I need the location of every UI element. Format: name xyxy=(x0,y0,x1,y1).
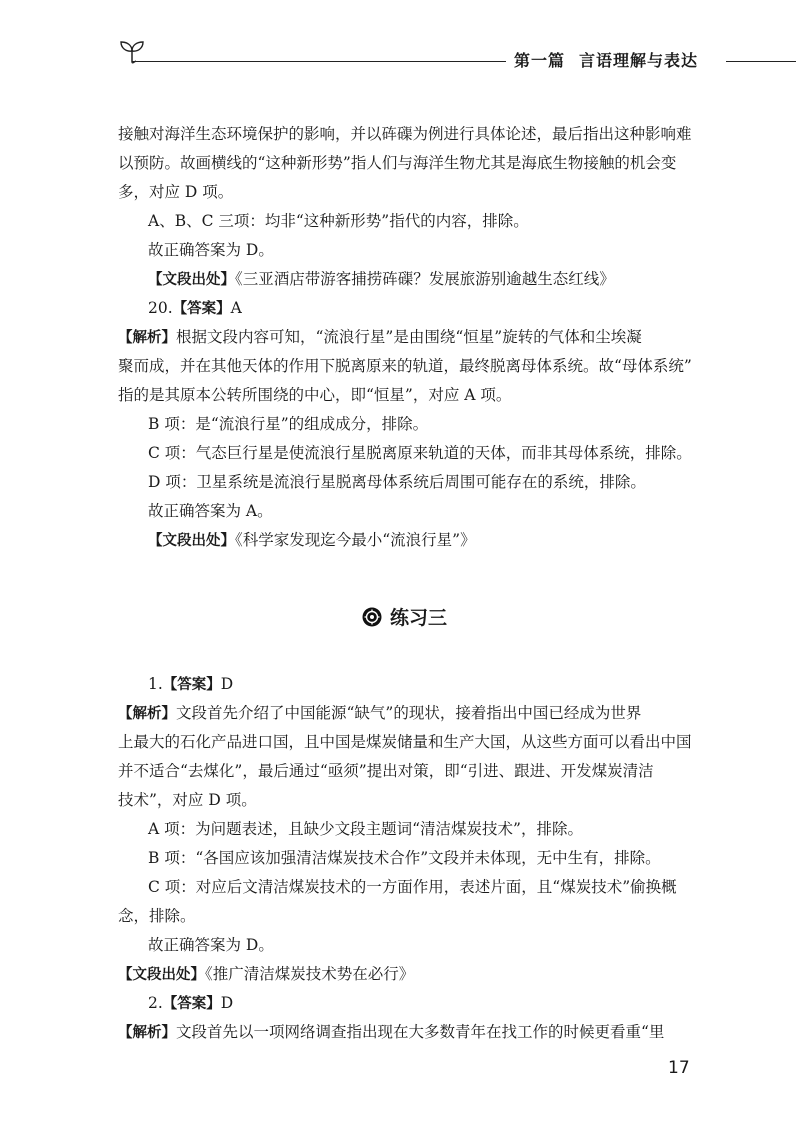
source-title: 《科学家发现迄今最小“流浪行星”》 xyxy=(235,531,476,549)
paragraph-line: 接触对海洋生态环境保护的影响，并以砗磲为例进行具体论述，最后指出这种影响难 xyxy=(118,125,692,143)
q20-analysis-line xyxy=(118,327,718,348)
ex1-analysis-line: 并不适合“去煤化”，最后通过“亟须”提出对策，即“引进、跟进、开发煤炭清洁 xyxy=(118,762,654,780)
ex1-option-b: B 项：“各国应该加强清洁煤炭技术合作”文段并未体现，无中生有，排除。 xyxy=(148,849,661,867)
q20-final-answer: 故正确答案为 A。 xyxy=(148,502,273,520)
flower-emblem-icon xyxy=(362,607,382,627)
paragraph-line: 多，对应 D 项。 xyxy=(118,183,234,201)
ex1-analysis-line: 上最大的石化产品进口国，且中国是煤炭储量和生产大国，从这些方面可以看出中国 xyxy=(118,733,692,751)
header-chapter: 第一篇 xyxy=(514,51,566,70)
source-label: 【文段出处】 xyxy=(148,272,235,288)
ex2-answer-line xyxy=(148,993,748,1014)
ex1-analysis-line: 技术”，对应 D 项。 xyxy=(118,791,257,809)
page-number: 17 xyxy=(668,1058,690,1078)
answer-label: 【答案】 xyxy=(172,301,231,317)
source-title: 《三亚酒店带游客捕捞砗磲？发展旅游别逾越生态红线》 xyxy=(235,270,615,288)
answer-label: 【答案】 xyxy=(162,677,221,693)
question-number: 2. xyxy=(148,994,163,1012)
answer-value: D xyxy=(220,994,234,1012)
q20-analysis-line: 聚而成，并在其他天体的作用下脱离原来的轨道，最终脱离母体系统。故“母体系统” xyxy=(118,357,692,375)
section-heading xyxy=(362,603,447,630)
q20-option-b: B 项：是“流浪行星”的组成成分，排除。 xyxy=(148,415,429,433)
q19-source xyxy=(148,269,748,290)
header-rule-right xyxy=(726,61,796,62)
header-title xyxy=(514,48,698,71)
ex1-option-c: C 项：对应后文清洁煤炭技术的一方面作用，表述片面，且“煤炭技术”偷换概 xyxy=(148,878,677,896)
analysis-label: 【解析】 xyxy=(118,706,176,722)
answer-value: D xyxy=(220,675,234,693)
question-number: 20. xyxy=(148,299,173,317)
analysis-text: 文段首先介绍了中国能源“缺气”的现状，接着指出中国已经成为世界 xyxy=(176,704,642,722)
analysis-text: 根据文段内容可知，“流浪行星”是由围绕“恒星”旋转的气体和尘埃凝 xyxy=(176,328,642,346)
ex2-analysis-line xyxy=(118,1022,718,1043)
q20-option-d: D 项：卫星系统是流浪行星脱离母体系统后周围可能存在的系统，排除。 xyxy=(148,473,646,491)
ex1-answer-line xyxy=(148,674,748,695)
source-label: 【文段出处】 xyxy=(148,533,235,549)
analysis-label: 【解析】 xyxy=(118,1025,176,1041)
q20-answer-line xyxy=(148,298,748,319)
ex1-option-a: A 项：为问题表述，且缺少文段主题词“清洁煤炭技术”，排除。 xyxy=(148,820,583,838)
ex1-analysis-line xyxy=(118,703,718,724)
source-label: 【文段出处】 xyxy=(118,967,205,983)
source-title: 《推广清洁煤炭技术势在必行》 xyxy=(205,965,415,983)
q20-source xyxy=(148,530,748,551)
q19-abc-analysis: A、B、C 三项：均非“这种新形势”指代的内容，排除。 xyxy=(148,212,529,230)
header-section-title: 言语理解与表达 xyxy=(579,51,699,70)
q20-option-c: C 项：气态巨行星是使流浪行星脱离原来轨道的天体，而非其母体系统，排除。 xyxy=(148,444,692,462)
ex1-source xyxy=(118,964,718,985)
ex1-option-c-cont: 念，排除。 xyxy=(118,907,196,925)
section-title: 练习三 xyxy=(390,607,448,629)
header-rule-left xyxy=(132,61,506,62)
question-number: 1. xyxy=(148,675,163,693)
analysis-text: 文段首先以一项网络调查指出现在大多数青年在找工作的时候更看重“里 xyxy=(176,1023,665,1041)
ex1-final-answer: 故正确答案为 D。 xyxy=(148,936,274,954)
q20-analysis-line: 指的是其原本公转所围绕的中心，即“恒星”，对应 A 项。 xyxy=(118,386,512,404)
paragraph-line: 以预防。故画横线的“这种新形势”指人们与海洋生物尤其是海底生物接触的机会变 xyxy=(118,154,677,172)
analysis-label: 【解析】 xyxy=(118,330,176,346)
answer-value: A xyxy=(230,299,242,317)
answer-label: 【答案】 xyxy=(162,996,221,1012)
running-header xyxy=(118,38,798,78)
q19-final-answer: 故正确答案为 D。 xyxy=(148,241,274,259)
